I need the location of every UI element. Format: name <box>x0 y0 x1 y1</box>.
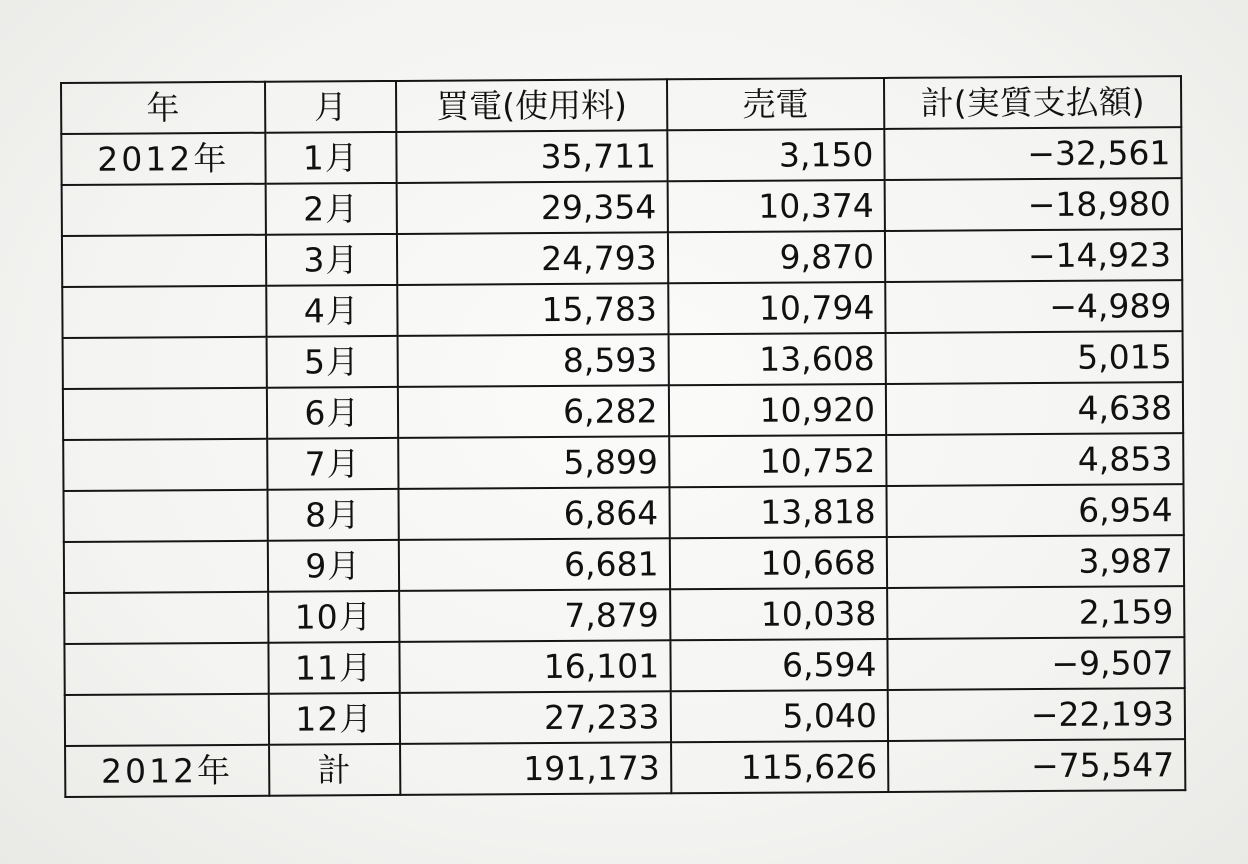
cell-purchase: 6,864 <box>399 487 670 540</box>
header-purchase: 買電(使用料) <box>396 79 667 132</box>
table-body <box>61 127 1185 797</box>
header-row <box>61 76 1181 134</box>
summary-row <box>65 739 1185 797</box>
cell-year <box>62 235 266 287</box>
cell-total: −18,980 <box>885 178 1182 231</box>
cell-sale: 10,794 <box>668 282 886 334</box>
cell-year <box>64 643 268 695</box>
table-row <box>62 280 1182 338</box>
cell-purchase: 35,711 <box>396 130 667 183</box>
table-header <box>61 76 1181 134</box>
cell-sale: 6,594 <box>670 639 888 691</box>
cell-purchase: 8,593 <box>398 334 669 387</box>
cell-sale: 5,040 <box>670 690 888 742</box>
cell-total: −9,507 <box>887 637 1184 690</box>
cell-year <box>62 286 266 338</box>
cell-total: −4,989 <box>885 280 1182 333</box>
paper-sheet <box>60 75 1186 808</box>
cell-year <box>63 337 267 389</box>
cell-sale: 10,920 <box>668 384 886 436</box>
table-row <box>63 433 1183 491</box>
cell-year <box>63 490 267 542</box>
table-row <box>62 229 1182 287</box>
cell-total: −14,923 <box>885 229 1182 282</box>
cell-total: 4,853 <box>886 433 1183 486</box>
cell-purchase: 6,681 <box>399 538 670 591</box>
table-row <box>64 535 1184 593</box>
cell-sale: 10,374 <box>667 180 885 232</box>
cell-year <box>64 592 268 644</box>
cell-month: 1月 <box>265 132 397 184</box>
cell-sale: 10,038 <box>670 588 888 640</box>
cell-year <box>63 388 267 440</box>
cell-month: 7月 <box>267 438 399 490</box>
cell-month: 9月 <box>267 540 399 592</box>
table-row <box>65 688 1185 746</box>
table-row <box>62 178 1182 236</box>
cell-year <box>65 694 269 746</box>
cell-year <box>62 184 266 236</box>
cell-sale: 13,608 <box>668 333 886 385</box>
cell-sale: 3,150 <box>667 129 885 181</box>
summary-purchase: 191,173 <box>400 742 671 795</box>
header-total: 計(実質支払額) <box>884 76 1181 129</box>
cell-sale: 13,818 <box>669 486 887 538</box>
cell-sale: 10,752 <box>669 435 887 487</box>
cell-purchase: 15,783 <box>397 283 668 336</box>
cell-month: 12月 <box>268 693 400 745</box>
cell-purchase: 24,793 <box>397 232 668 285</box>
cell-purchase: 5,899 <box>398 436 669 489</box>
table-row <box>64 586 1184 644</box>
cell-total: 3,987 <box>887 535 1184 588</box>
cell-purchase: 7,879 <box>399 589 670 642</box>
cell-purchase: 29,354 <box>397 181 668 234</box>
cell-purchase: 6,282 <box>398 385 669 438</box>
cell-year <box>64 541 268 593</box>
table-row <box>63 331 1183 389</box>
cell-sale: 10,668 <box>669 537 887 589</box>
table-row <box>64 637 1184 695</box>
cell-month: 11月 <box>268 642 400 694</box>
summary-year: 2012年 <box>65 745 269 797</box>
summary-sale: 115,626 <box>671 741 889 793</box>
cell-year: 2012年 <box>61 133 265 185</box>
cell-total: −32,561 <box>884 127 1181 180</box>
cell-purchase: 27,233 <box>400 691 671 744</box>
cell-month: 5月 <box>266 336 398 388</box>
cell-month: 8月 <box>267 489 399 541</box>
cell-month: 10月 <box>268 591 400 643</box>
cell-month: 4月 <box>266 285 398 337</box>
cell-month: 2月 <box>265 183 397 235</box>
header-sale: 売電 <box>667 78 885 130</box>
cell-month: 3月 <box>266 234 398 286</box>
cell-total: 2,159 <box>887 586 1184 639</box>
cell-month: 6月 <box>266 387 398 439</box>
header-year: 年 <box>61 82 265 134</box>
cell-total: 4,638 <box>886 382 1183 435</box>
table-row <box>63 382 1183 440</box>
summary-label: 計 <box>269 744 401 796</box>
table-row <box>61 127 1181 185</box>
cell-total: 6,954 <box>886 484 1183 537</box>
cell-year <box>63 439 267 491</box>
summary-total: −75,547 <box>888 739 1185 792</box>
cell-total: 5,015 <box>886 331 1183 384</box>
electricity-table <box>60 75 1186 798</box>
cell-purchase: 16,101 <box>400 640 671 693</box>
header-month: 月 <box>265 81 397 133</box>
cell-total: −22,193 <box>888 688 1185 741</box>
table-row <box>63 484 1183 542</box>
cell-sale: 9,870 <box>668 231 886 283</box>
